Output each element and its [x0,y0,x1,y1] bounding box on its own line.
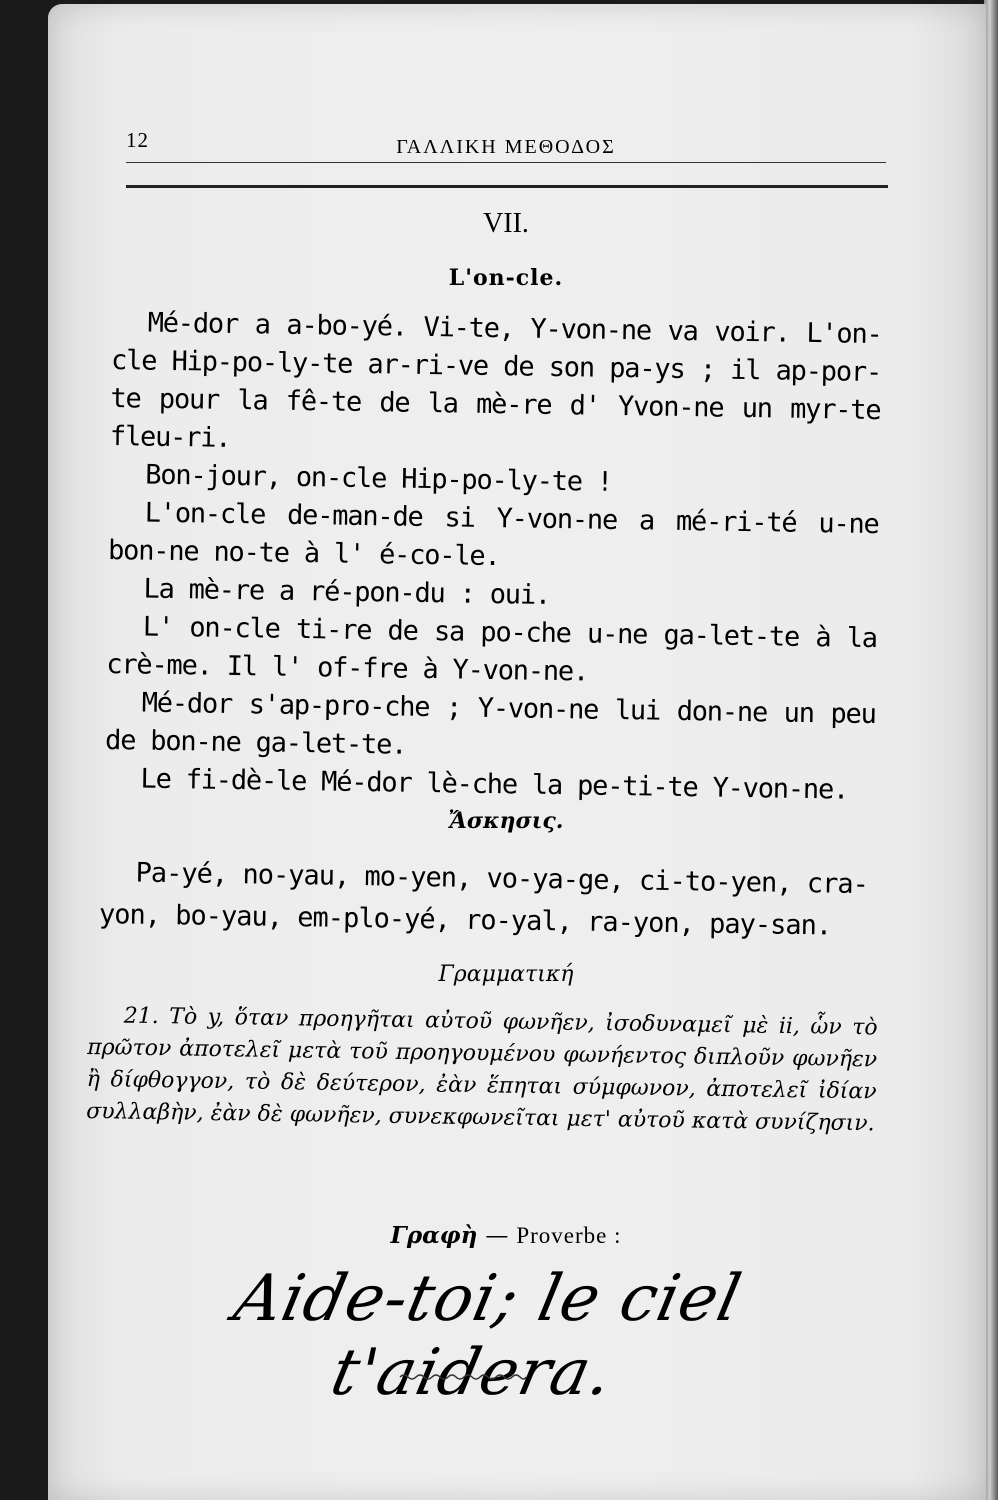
lesson-paragraph: Le fi-dè-le Mé-dor lè-che la pe-ti-te Y-von-ne. [140,763,849,806]
lesson-paragraph: Bon-jour, on-cle Hip-po-ly-te ! [145,459,613,498]
exercise-title: Ἄσκησις. [448,808,564,834]
lesson-text [104,304,882,810]
proverb-script: Aide-toi; le ciel t'aidera. [227,1262,748,1410]
lesson-paragraph: Mé-dor s'ap-pro-che ; Y-von-ne lui don-ne un peu de bon-ne ga-let-te. [104,687,876,761]
lesson-paragraph: Mé-dor a a-bo-yé. Vi-te, Y-von-ne va voir. L'on-cle Hip-po-ly-te ar-ri-ve de son pa-ys ; il ap-por-te pour la fê-te de la mè-re d' Yvon-ne un myr-te fleu-ri. [109,307,882,454]
wavy-ornament [398,1370,528,1384]
page-number: 12 [126,128,149,152]
header-rule-thin [126,162,886,163]
writing-french-label: Proverbe : [516,1223,622,1248]
page-header [126,122,886,156]
exercise-text [99,852,880,948]
writing-heading [126,1222,886,1249]
exercise-paragraph: Pa-yé, no-yau, mo-yen, vo-ya-ge, ci-to-yen, cra-yon, bo-yau, em-plo-yé, ro-yal, ra-yon, pay-san. [98,857,869,942]
page-edge [984,0,998,1500]
lesson-number: VII. [483,208,529,239]
header-rule-thick [126,185,888,188]
grammar-title: Γραμματική [438,962,574,987]
writing-dash: — [485,1223,509,1249]
lesson-paragraph: La mè-re a ré-pon-du : oui. [143,573,551,611]
writing-greek-label: Γραφὴ [390,1222,478,1249]
lesson-title: L'on-cle. [448,265,564,291]
lesson-paragraph: L' on-cle ti-re de sa po-che u-ne ga-let-te à la crè-me. Il l' of-fre à Y-von-ne. [106,611,878,688]
grammar-paragraph: 21. Τὸ y, ὅταν προηγῆται αὐτοῦ φωνῆεν, ἰσοδυναμεῖ μὲ ii, ὧν τὸ πρῶτον ἀποτελεῖ μετὰ τοῦ προηγουμένου φωνήεντος διπλοῦν φωνῆεν ἢ δίφθογγον, τὸ δὲ δεύτερον, ἐὰν ἕπηται σύμφωνον, ἀποτελεῖ ἰδίαν συλλαβὴν, ἐὰν δὲ φωνῆεν, συνεκφωνεῖται μετ' αὐτοῦ κατὰ συνίζησιν. [86,1003,878,1137]
grammar-text [86,1000,878,1140]
lesson-paragraph: L'on-cle de-man-de si Y-von-ne a mé-ri-té u-ne bon-ne no-te à l' é-co-le. [107,497,879,573]
running-head: ΓΑΛΛΙΚΗ ΜΕΘΟΔΟΣ [396,136,616,158]
